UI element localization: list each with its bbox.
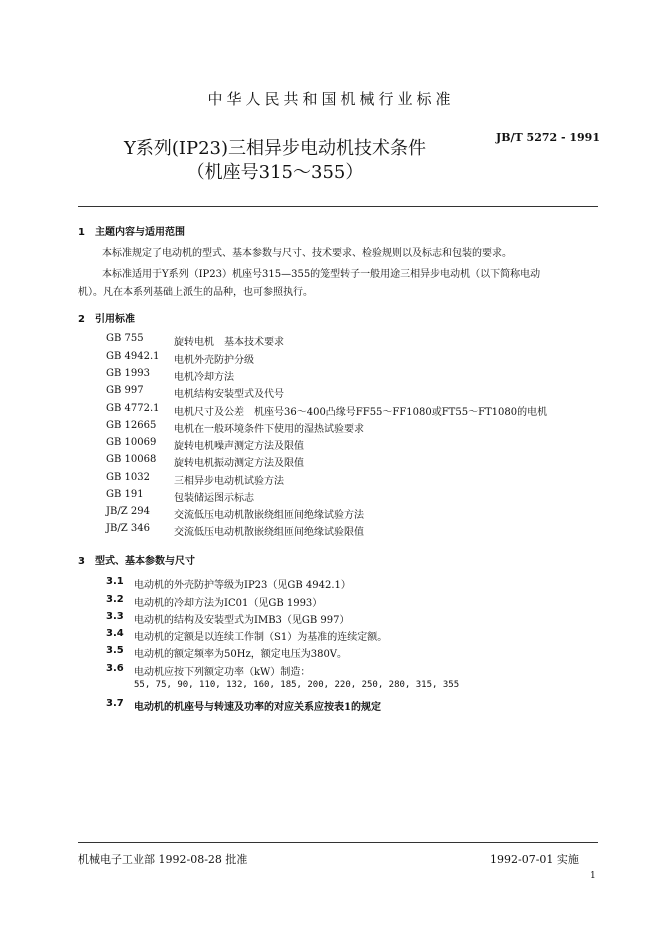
clause-number: 3.5 — [106, 645, 124, 656]
ref-code: GB 4942.1 — [106, 351, 160, 362]
clause-number: 3.7 — [106, 698, 124, 709]
ref-code: GB 4772.1 — [106, 403, 160, 414]
clause-text: 电动机应按下列额定功率（kW）制造： — [134, 667, 311, 678]
top-divider — [78, 206, 598, 207]
document-subtitle: （机座号315～355） — [186, 162, 364, 183]
ref-code: GB 10068 — [106, 454, 157, 465]
ref-code: GB 755 — [106, 333, 144, 344]
section-1-para-1: 本标准规定了电动机的型式、基本参数与尺寸、技术要求、检验规则以及标志和包装的要求。 — [102, 248, 512, 259]
clause-text: 电动机的外壳防护等级为IP23（见GB 4942.1） — [134, 580, 351, 591]
ref-title: 三相异步电动机试验方法 — [174, 476, 284, 487]
ref-code: GB 10069 — [106, 437, 157, 448]
ref-title: 交流低压电动机散嵌绕组匝间绝缘试验方法 — [174, 510, 364, 521]
clause-number: 3.2 — [106, 594, 124, 605]
clause-text: 电动机的冷却方法为IC01（见GB 1993） — [134, 598, 323, 609]
rated-power-list: 55, 75, 90, 110, 132, 160, 185, 200, 220, 250, 280, 315, 355 — [134, 680, 460, 690]
ref-title: 电机尺寸及公差 机座号36～400凸缘号FF55～FF1080或FT55～FT1080的电机 — [174, 407, 548, 418]
page-number: 1 — [590, 871, 596, 881]
section-1-para-2-line-2: 机）。凡在本系列基础上派生的品种，也可参照执行。 — [78, 287, 313, 298]
clause-text: 电动机的机座号与转速及功率的对应关系应按表1的规定 — [134, 702, 381, 713]
clause-text: 电动机的额定频率为50Hz，额定电压为380V。 — [134, 649, 348, 660]
clause-number: 3.3 — [106, 611, 124, 622]
ref-code: GB 191 — [106, 489, 144, 500]
section-1-para-2-line-1: 本标准适用于Y系列（IP23）机座号315—355的笼型转子一般用途三相异步电动机（以下简称电动 — [102, 269, 541, 280]
clause-text: 电动机的定额是以连续工作制（S1）为基准的连续定额。 — [134, 632, 388, 643]
ref-code: JB/Z 346 — [106, 523, 150, 534]
ref-title: 包装储运图示标志 — [174, 493, 254, 504]
ref-title: 交流低压电动机散嵌绕组匝间绝缘试验限值 — [174, 527, 364, 538]
section-3-heading: 3 型式、基本参数与尺寸 — [78, 556, 195, 567]
ref-title: 电机冷却方法 — [174, 372, 234, 383]
clause-number: 3.6 — [106, 663, 124, 674]
clause-number: 3.1 — [106, 576, 124, 587]
section-2-heading: 2 引用标准 — [78, 314, 135, 325]
ref-code: GB 997 — [106, 385, 144, 396]
ref-title: 电机外壳防护分级 — [174, 355, 254, 366]
standard-number: JB/T 5272 - 1991 — [496, 131, 600, 144]
approval-line: 机械电子工业部 1992-08-28 批准 — [78, 853, 248, 866]
implementation-date: 1992-07-01 实施 — [490, 853, 579, 866]
ref-code: GB 1993 — [106, 368, 150, 379]
section-1-heading: 1 主题内容与适用范围 — [78, 227, 185, 238]
ref-code: JB/Z 294 — [106, 506, 150, 517]
bottom-divider — [78, 842, 598, 843]
ref-title: 旋转电机噪声测定方法及限值 — [174, 441, 304, 452]
ref-title: 电机在一般环境条件下使用的湿热试验要求 — [174, 424, 364, 435]
standard-category-header: 中华人民共和国机械行业标准 — [207, 90, 455, 108]
document-title: Y系列(IP23)三相异步电动机技术条件 — [123, 138, 427, 159]
ref-code: GB 1032 — [106, 472, 150, 483]
ref-title: 电机结构安装型式及代号 — [174, 389, 284, 400]
ref-title: 旋转电机振动测定方法及限值 — [174, 458, 304, 469]
ref-title: 旋转电机 基本技术要求 — [174, 337, 284, 348]
clause-number: 3.4 — [106, 628, 124, 639]
clause-text: 电动机的结构及安装型式为IMB3（见GB 997） — [134, 615, 350, 626]
ref-code: GB 12665 — [106, 420, 157, 431]
